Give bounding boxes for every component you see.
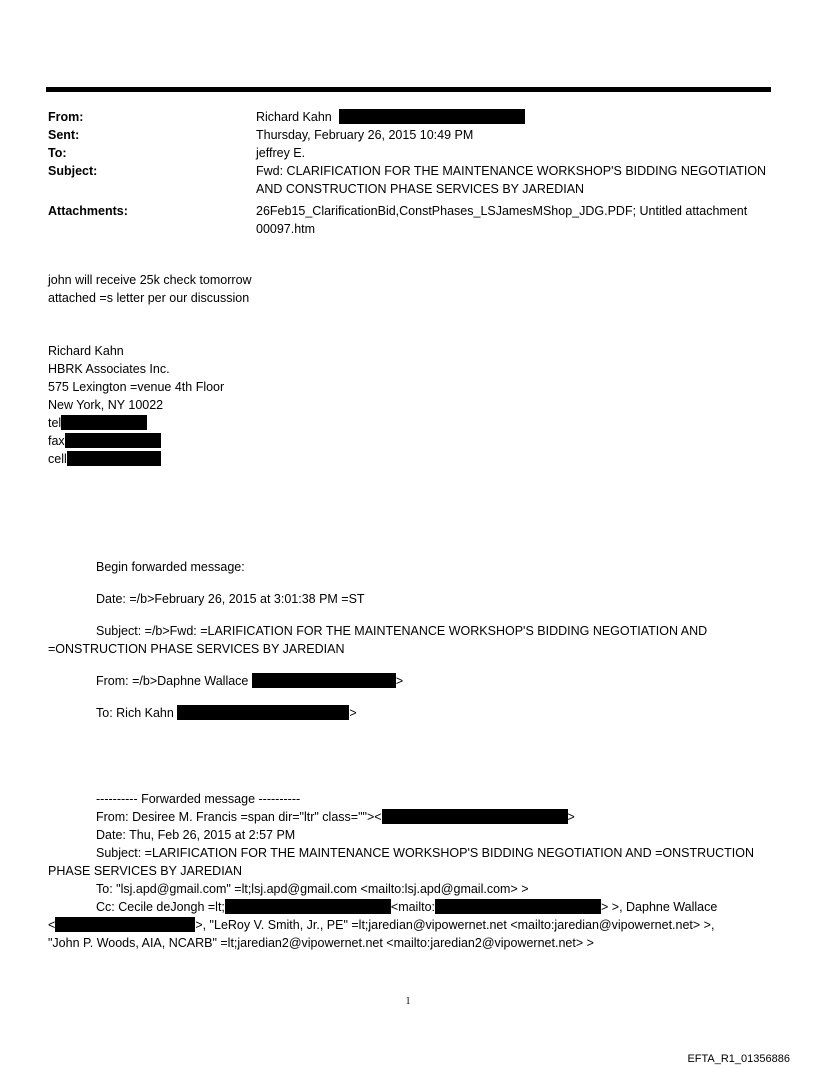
message-body xyxy=(48,271,252,307)
inner-forwarded-message xyxy=(48,790,768,952)
from-label: From: xyxy=(48,110,84,124)
attachments-row xyxy=(48,202,768,238)
redaction-box xyxy=(177,705,349,720)
signature-tel: tel xyxy=(48,414,224,432)
forwarded-subject: Subject: =/b>Fwd: =LARIFICATION FOR THE MAINTENANCE WORKSHOP'S BIDDING NEGOTIATION AND xyxy=(96,624,708,638)
to-value: jeffrey E. xyxy=(256,146,306,160)
attachments-value[interactable]: 26Feb15_ClarificationBid,ConstPhases_LSJamesMShop_JDG.PDF; Untitled attachment 00097.htm xyxy=(256,204,748,236)
sent-row xyxy=(48,126,768,144)
forwarded-subject-cont: =ONSTRUCTION PHASE SERVICES BY JAREDIAN xyxy=(48,642,345,656)
subject-value: Fwd: CLARIFICATION FOR THE MAINTENANCE WORKSHOP'S BIDDING NEGOTIATION AND CONSTRUCTION PHASE SERVICES BY JAREDIAN xyxy=(256,164,767,196)
signature-cell: cell xyxy=(48,450,224,468)
subject-row xyxy=(48,162,768,198)
forwarded-to: To: Rich Kahn > xyxy=(96,706,357,720)
attachments-label: Attachments: xyxy=(48,204,128,218)
forwarded-message xyxy=(48,558,768,722)
signature-city: New York, NY 10022 xyxy=(48,398,164,412)
inner-cc-cont: "John P. Woods, AIA, NCARB" =lt;jaredian2@vipowernet.net <mailto:jaredian2@vipowernet.net> > xyxy=(48,936,594,950)
subject-label: Subject: xyxy=(48,164,98,178)
forwarded-date: Date: =/b>February 26, 2015 at 3:01:38 PM =ST xyxy=(96,592,365,606)
inner-subject: Subject: =LARIFICATION FOR THE MAINTENANCE WORKSHOP'S BIDDING NEGOTIATION AND =ONSTRUCTION xyxy=(96,846,755,860)
sent-label: Sent: xyxy=(48,128,80,142)
redaction-box xyxy=(61,415,147,430)
signature-company: HBRK Associates Inc. xyxy=(48,362,170,376)
redaction-box xyxy=(382,809,568,824)
signature-address: 575 Lexington =venue 4th Floor xyxy=(48,380,225,394)
forwarded-divider: ---------- Forwarded message ---------- xyxy=(96,792,301,806)
email-header xyxy=(48,108,768,238)
redaction-box xyxy=(225,899,391,914)
signature-name: Richard Kahn xyxy=(48,344,124,358)
forwarded-from: From: =/b>Daphne Wallace > xyxy=(96,674,404,688)
redaction-box xyxy=(65,433,161,448)
body-line: john will receive 25k check tomorrow xyxy=(48,273,252,287)
page-number: 1 xyxy=(405,996,411,1007)
redaction-box xyxy=(55,917,195,932)
redaction-box xyxy=(339,109,525,124)
inner-from: From: Desiree M. Francis =span dir="ltr" class="">< > xyxy=(96,810,575,824)
inner-date: Date: Thu, Feb 26, 2015 at 2:57 PM xyxy=(96,828,296,842)
signature xyxy=(48,342,224,468)
body-line: attached =s letter per our discussion xyxy=(48,291,250,305)
header-rule xyxy=(46,87,771,92)
inner-cc-cont: < >, "LeRoy V. Smith, Jr., PE" =lt;jaredian@vipowernet.net <mailto:jaredian@vipowernet.net> >, xyxy=(48,918,715,932)
redaction-box xyxy=(252,673,396,688)
redaction-box xyxy=(435,899,601,914)
begin-forwarded: Begin forwarded message: xyxy=(96,560,245,574)
sent-value: Thursday, February 26, 2015 10:49 PM xyxy=(256,128,474,142)
inner-cc: Cc: Cecile deJongh =lt; <mailto: > >, Daphne Wallace xyxy=(96,900,718,914)
inner-to: To: "lsj.apd@gmail.com" =lt;lsj.apd@gmail.com <mailto:lsj.apd@gmail.com> > xyxy=(96,882,529,896)
redaction-box xyxy=(67,451,161,466)
bates-number: EFTA_R1_01356886 xyxy=(687,1053,790,1065)
to-row xyxy=(48,144,768,162)
to-label: To: xyxy=(48,146,67,160)
inner-subject-cont: PHASE SERVICES BY JAREDIAN xyxy=(48,864,243,878)
from-value: Richard Kahn xyxy=(256,110,332,124)
signature-fax: fax xyxy=(48,432,224,450)
from-row xyxy=(48,108,768,126)
